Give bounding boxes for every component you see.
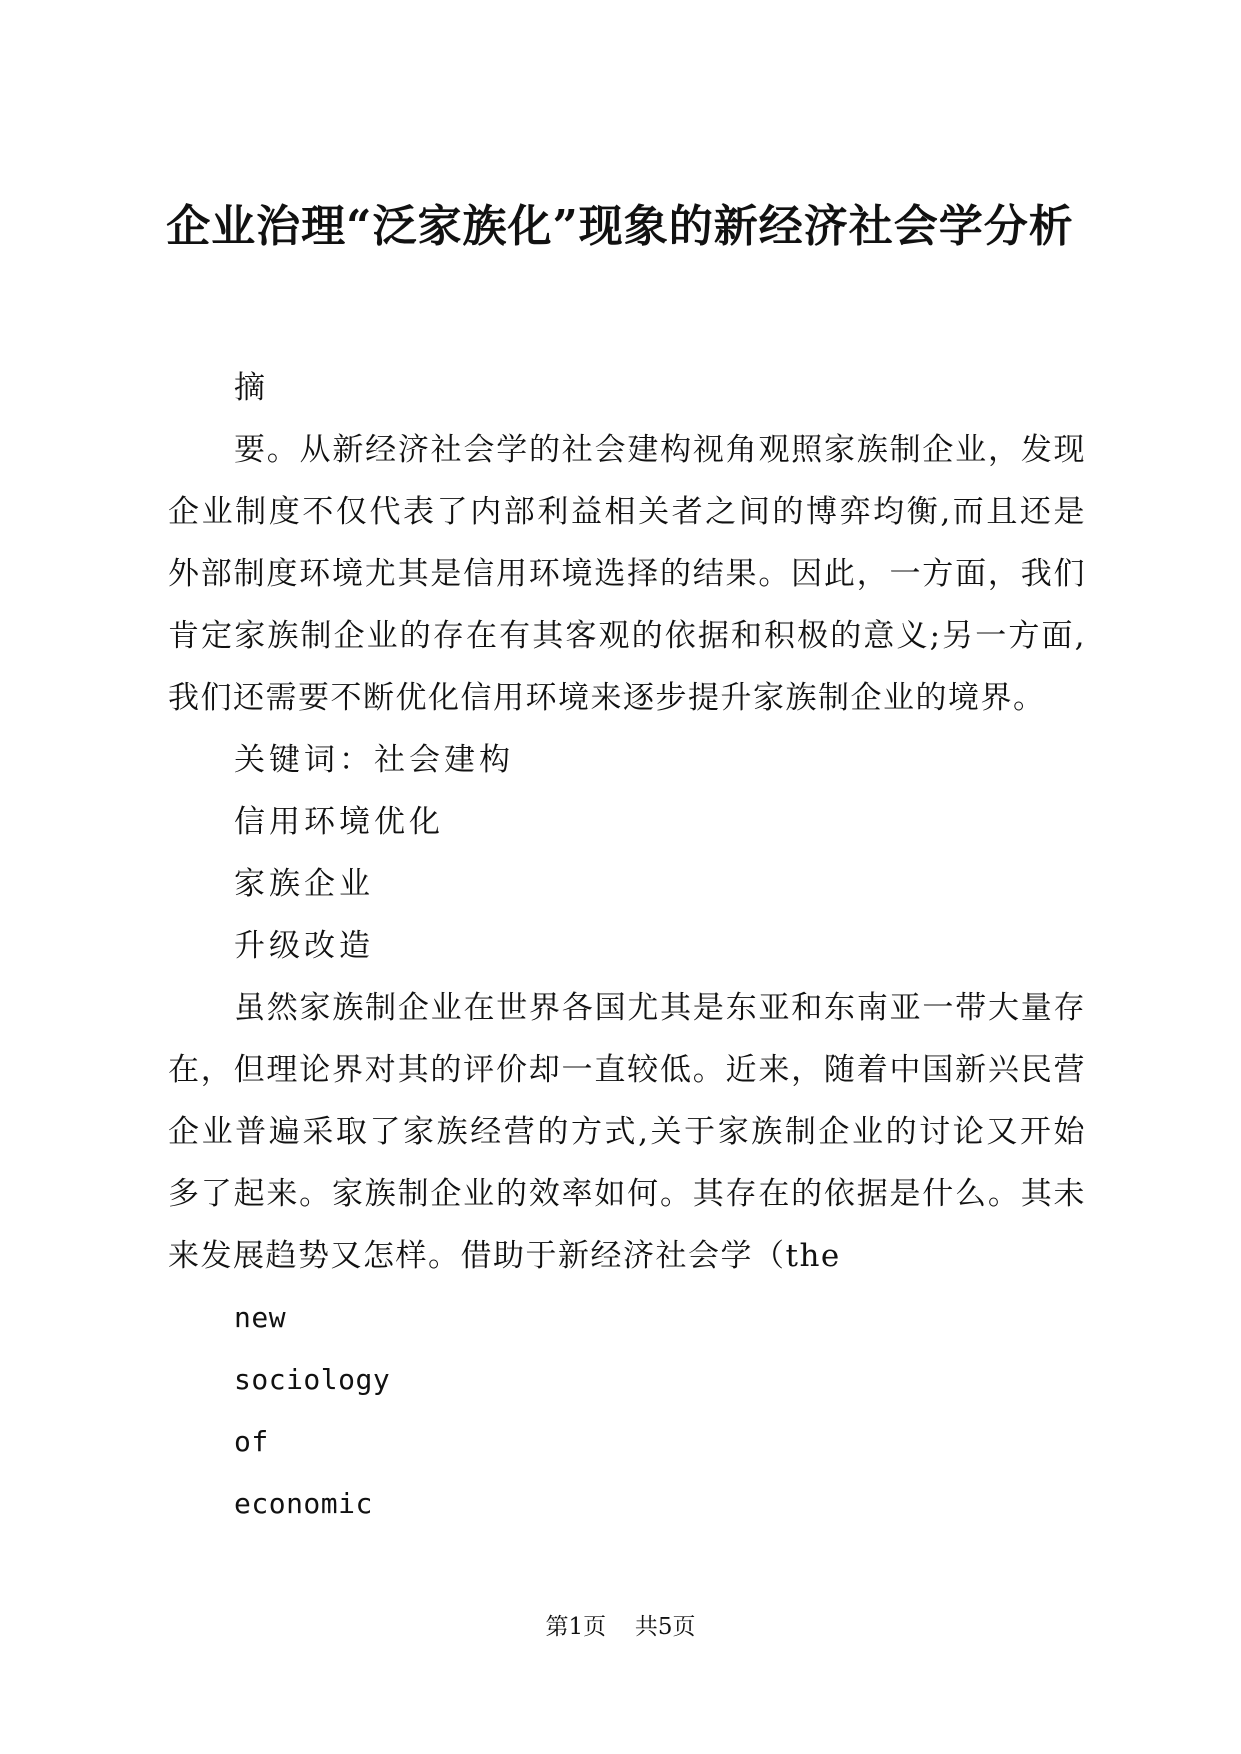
keyword-item: 信用环境优化 bbox=[234, 804, 444, 840]
page-total: 共5页 bbox=[634, 1614, 696, 1640]
abstract-label: 摘 bbox=[234, 370, 269, 406]
english-term-line: new bbox=[234, 1301, 287, 1334]
english-term-line: of bbox=[234, 1425, 269, 1458]
keyword-item: 家族企业 bbox=[234, 866, 374, 902]
abstract-paragraph: 要。从新经济社会学的社会建构视角观照家族制企业，发现企业制度不仅代表了内部利益相关者之间的博弈均衡,而且还是外部制度环境尤其是信用环境选择的结果。因此，一方面，我们肯定家族制企业的存在有其客观的依据和积极的意义;另一方面,我们还需要不断优化信用环境来逐步提升家族制企业的境界。 bbox=[168, 432, 1086, 716]
document-title: 企业治理“泛家族化”现象的新经济社会学分析 bbox=[166, 201, 1074, 252]
document-body bbox=[168, 357, 1086, 1535]
page-footer bbox=[0, 1612, 1241, 1642]
english-term-line: sociology bbox=[234, 1363, 391, 1396]
keyword-item: 升级改造 bbox=[234, 928, 374, 964]
page-number: 第1页 bbox=[545, 1614, 607, 1640]
keywords-line: 关键词：社会建构 bbox=[234, 742, 514, 778]
english-term-line: economic bbox=[234, 1487, 373, 1520]
body-paragraph: 虽然家族制企业在世界各国尤其是东亚和东南亚一带大量存在，但理论界对其的评价却一直较低。近来，随着中国新兴民营企业普遍采取了家族经营的方式,关于家族制企业的讨论又开始多了起来。家族制企业的效率如何。其存在的依据是什么。其未来发展趋势又怎样。借助于新经济社会学（the bbox=[168, 990, 1086, 1274]
